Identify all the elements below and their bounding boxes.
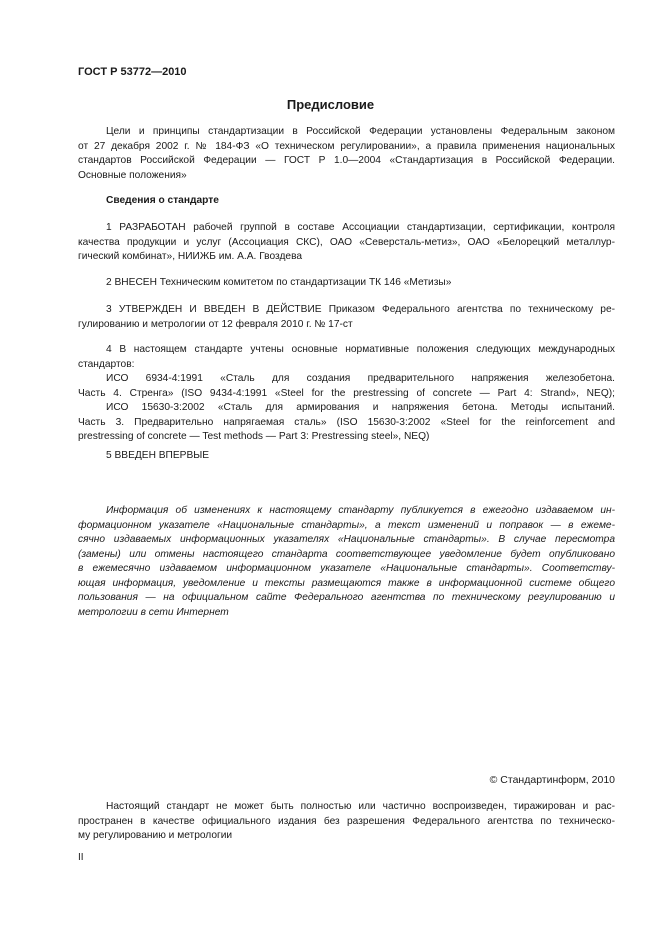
item-3-line: гулированию и метрологии от 12 февраля 2010 г. № 17-ст: [78, 318, 353, 330]
item-1-line: 1 РАЗРАБОТАН рабочей группой в составе Ассоциации стандартизации, сертификации, контроля: [106, 222, 615, 233]
legal-paragraph: [78, 800, 615, 844]
item-4-line: 4 В настоящем стандарте учтены основные нормативные положения следующих международных: [106, 344, 615, 355]
item-2: 2 ВНЕСЕН Техническим комитетом по стандартизации ТК 146 «Метизы»: [106, 277, 452, 288]
item-1-line: гический комбинат», НИИЖБ им. А.А. Гвоздева: [78, 251, 303, 262]
notice-line: метрологии в сети Интернет: [78, 606, 229, 618]
legal-line: му регулированию и метрологии: [78, 830, 233, 841]
page-title: Предисловие: [286, 97, 375, 112]
notice-line: сячно издаваемых информационных указателях «Национальные стандарты». В случае пересмотра: [78, 534, 615, 545]
item-4-line: prestressing of concrete — Test methods — Part 3: Prestressing steel», NEQ): [78, 431, 430, 442]
notice-line: формационном указателе «Национальные стандарты», а текст изменений и поправок — в ежеме-: [78, 519, 615, 531]
notice-line: ющая информация, уведомление и тексты размещаются также в информационной системе общего: [78, 577, 615, 589]
item-3: [78, 303, 615, 332]
legal-line: Настоящий стандарт не может быть полностью или частично воспроизведен, тиражирован и рас-: [106, 801, 615, 812]
item-4: [78, 343, 615, 445]
intro-paragraph: [78, 125, 615, 183]
item-1-line: качества продукции и услуг (Ассоциация СКС), ОАО «Северсталь-метиз», ОАО «Белорецкий металлур-: [78, 236, 615, 248]
intro-line: стандартов Российской Федерации — ГОСТ Р 1.0—2004 «Стандартизация в Российской Федерации.: [78, 155, 615, 166]
notice-line: пользования — на официальном сайте Федерального агентства по техническому регулированию и: [78, 592, 615, 603]
item-4-line: ИСО 6934-4:1991 «Сталь для создания предварительного напряжения железобетона.: [106, 373, 615, 384]
item-3-line: 3 УТВЕРЖДЕН И ВВЕДЕН В ДЕЙСТВИЕ Приказом Федерального агентства по техническому ре-: [106, 304, 615, 315]
item-4-line: стандартов:: [78, 358, 135, 370]
intro-line: от 27 декабря 2002 г. № 184-ФЗ «О техническом регулировании», а правила применения национальных: [78, 140, 615, 152]
copyright-notice: © Стандартинформ, 2010: [489, 774, 615, 786]
intro-line: Цели и принципы стандартизации в Российской Федерации установлены Федеральным законом: [106, 126, 615, 137]
page-number: II: [78, 852, 84, 863]
notice-line: в ежемесячно издаваемом информационном указателе «Национальные стандарты». Соответству-: [78, 563, 615, 574]
item-1: [78, 221, 615, 265]
item-4-line: Часть 4. Стренга» (ISO 9434-4:1991 «Steel for the prestressing of concrete — Part 4: Strand», NEQ);: [78, 387, 615, 399]
item-4-line: Часть 3. Предварительно напрягаемая сталь» (ISO 15630-3:2002 «Steel for the reinforcement and: [78, 416, 615, 428]
notice-line: (замены) или отмены настоящего стандарта соответствующее уведомление будет опубликовано: [78, 548, 615, 560]
notice-paragraph: [78, 504, 615, 620]
item-5: 5 ВВЕДЕН ВПЕРВЫЕ: [106, 450, 210, 461]
item-4-line: ИСО 15630-3:2002 «Сталь для армирования и напряжения бетона. Методы испытаний.: [106, 402, 615, 413]
intro-line: Основные положения»: [78, 169, 187, 181]
info-heading: Сведения о стандарте: [106, 195, 219, 206]
document-id: ГОСТ Р 53772—2010: [78, 66, 187, 78]
legal-line: пространен в качестве официального издания без разрешения Федерального агентства по техническо-: [78, 815, 615, 827]
notice-line: Информация об изменениях к настоящему стандарту публикуется в ежегодно издаваемом ин-: [106, 505, 615, 516]
